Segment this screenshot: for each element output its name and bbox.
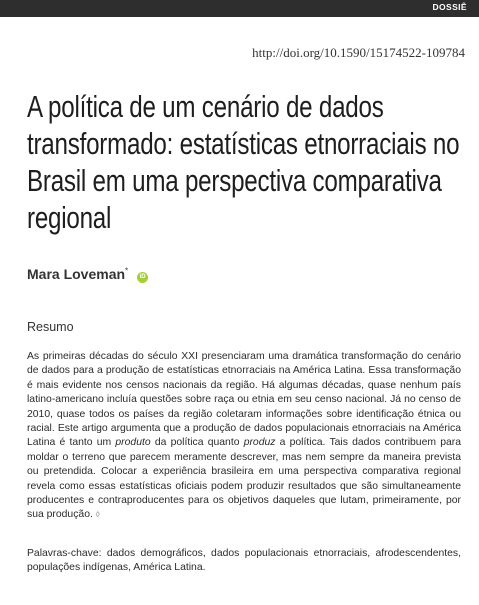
abstract-emphasis: produz [243,437,276,449]
keywords: Palavras-chave: dados demográficos, dados populacionais etnorraciais, afrodescendentes, populações indígenas, América Latina. [27,548,461,574]
article-title: A política de um cenário de dados transformado: estatísticas etnorraciais no Brasil em uma perspectiva comparativa regional [27,89,460,235]
abstract-text-part: da política quanto [150,437,244,449]
orcid-icon[interactable]: iD [137,272,148,283]
doi-link[interactable]: http://doi.org/10.1590/15174522-109784 [252,45,465,60]
section-header-bar [0,0,479,17]
section-label: DOSSIÊ [432,2,467,12]
abstract-emphasis: produto [115,437,151,449]
abstract-text-part: a política. Tais dados contribuem para moldar o terreno que parecem meramente descrever, mas nem sempre da maneira prevista ou pretendida. Colocar a experiência brasileira em uma perspectiva comparativa regional revela como essas estatísticas oficiais podem produzir resultados que são simultaneamente producentes e contraproducentes para os objetivos daqueles que lutam, primeiramente, por sua produção. [27,437,461,521]
abstract-text-part: As primeiras décadas do século XXI presenciaram uma dramática transformação do cenário de dados para a produção de estatísticas etnorraciais na América Latina. Essa transformação é mais evidente nos censos nacionais da região. Há algumas décadas, quase nenhum país latino-americano incluía questões sobre raça ou etnia em seu censo nacional. Já no censo de 2010, quase todos os países da região coletaram informações sobre identificação étnica ou racial. Este artigo argumenta que a produção de dados populacionais etnorraciais na América Latina é tanto um [27,351,461,449]
end-mark-icon: ◊ [95,510,100,520]
author-name: Mara Loveman [27,266,126,282]
author-footnote-mark: * [125,266,129,276]
author-line [27,266,148,283]
abstract-heading: Resumo [27,320,74,334]
abstract-text [27,350,461,523]
